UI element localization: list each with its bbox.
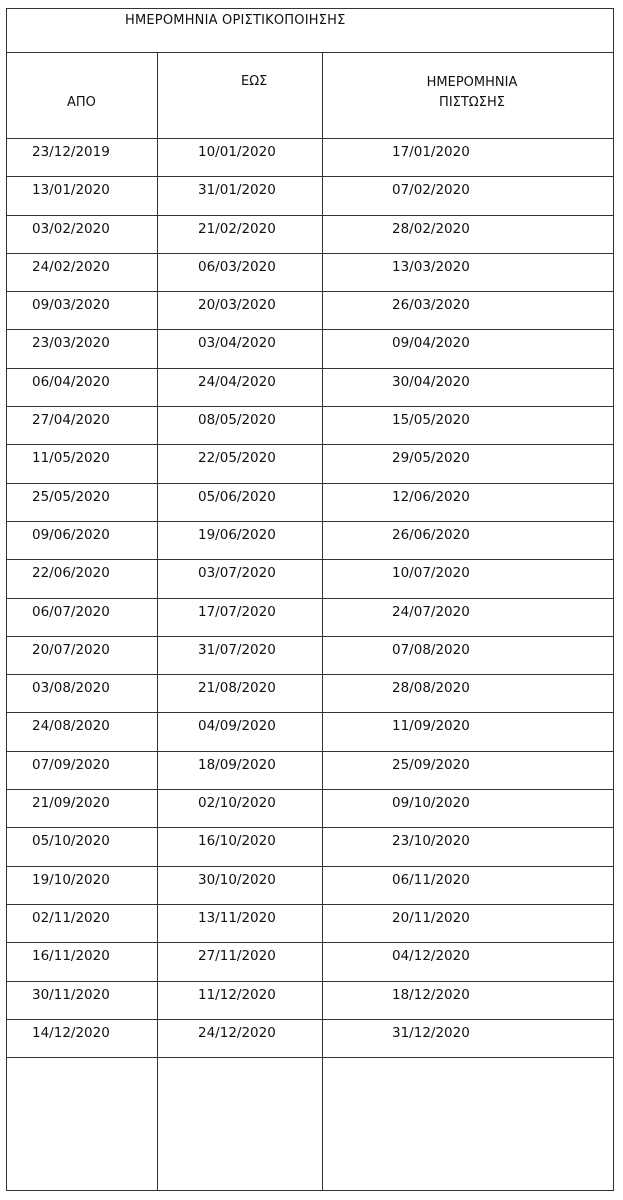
cell-to: 06/03/2020 [198,258,276,275]
cell-from: 24/02/2020 [32,258,110,275]
cell-to: 18/09/2020 [198,756,276,773]
table-row [7,330,613,368]
column-header-row [7,53,613,139]
column-header-from: ΑΠΟ [67,95,96,110]
column-divider-2 [322,53,323,1190]
table-row [7,867,613,905]
table-row [7,637,613,675]
cell-from: 06/04/2020 [32,373,110,390]
cell-from: 27/04/2020 [32,412,110,429]
cell-from: 22/06/2020 [32,565,110,582]
cell-to: 21/02/2020 [198,220,276,237]
table-row [7,905,613,943]
cell-to: 31/01/2020 [198,182,276,199]
cell-credit-date: 12/06/2020 [392,488,470,505]
cell-from: 25/05/2020 [32,488,110,505]
cell-credit-date: 13/03/2020 [392,258,470,275]
cell-to: 27/11/2020 [198,948,276,965]
cell-from: 03/08/2020 [32,680,110,697]
table-row [7,216,613,254]
cell-to: 30/10/2020 [198,871,276,888]
cell-from: 23/12/2019 [32,144,110,160]
column-header-credit-line1: ΗΜΕΡΟΜΗΝΙΑ [426,75,518,90]
cell-to: 10/01/2020 [198,144,276,160]
table-row [7,369,613,407]
column-header-credit-line2: ΠΙΣΤΩΣΗΣ [439,95,505,110]
cell-from: 05/10/2020 [32,833,110,850]
column-divider-1 [157,53,158,1190]
cell-credit-date: 06/11/2020 [392,871,470,888]
table-row [7,254,613,292]
table-row [7,139,613,177]
cell-to: 03/07/2020 [198,565,276,582]
cell-from: 16/11/2020 [32,948,110,965]
cell-to: 03/04/2020 [198,335,276,352]
cell-credit-date: 18/12/2020 [392,986,470,1003]
cell-from: 11/05/2020 [32,450,110,467]
cell-to: 31/07/2020 [198,641,276,658]
cell-credit-date: 24/07/2020 [392,603,470,620]
cell-to: 05/06/2020 [198,488,276,505]
table-row [7,560,613,598]
cell-to: 19/06/2020 [198,526,276,543]
cell-from: 24/08/2020 [32,718,110,735]
cell-to: 20/03/2020 [198,297,276,314]
cell-from: 14/12/2020 [32,1024,110,1041]
cell-credit-date: 30/04/2020 [392,373,470,390]
cell-credit-date: 25/09/2020 [392,756,470,773]
cell-to: 22/05/2020 [198,450,276,467]
table-row [7,713,613,751]
schedule-table [6,8,614,1191]
cell-to: 16/10/2020 [198,833,276,850]
table-row [7,599,613,637]
table-title-row [7,9,613,53]
cell-to: 11/12/2020 [198,986,276,1003]
cell-from: 21/09/2020 [32,795,110,812]
cell-credit-date: 07/08/2020 [392,641,470,658]
table-row [7,407,613,445]
cell-to: 02/10/2020 [198,795,276,812]
cell-from: 03/02/2020 [32,220,110,237]
cell-credit-date: 09/04/2020 [392,335,470,352]
cell-credit-date: 20/11/2020 [392,909,470,926]
table-row [7,484,613,522]
cell-to: 04/09/2020 [198,718,276,735]
cell-credit-date: 09/10/2020 [392,795,470,812]
table-row [7,828,613,866]
table-row [7,752,613,790]
table-row [7,445,613,483]
cell-credit-date: 15/05/2020 [392,412,470,429]
cell-credit-date: 23/10/2020 [392,833,470,850]
cell-credit-date: 17/01/2020 [392,144,470,160]
table-row [7,177,613,215]
cell-from: 07/09/2020 [32,756,110,773]
cell-from: 02/11/2020 [32,909,110,926]
cell-credit-date: 28/08/2020 [392,680,470,697]
cell-from: 09/06/2020 [32,526,110,543]
cell-from: 20/07/2020 [32,641,110,658]
table-row [7,522,613,560]
column-header-credit-date [409,73,535,113]
cell-credit-date: 10/07/2020 [392,565,470,582]
table-row [7,1020,613,1058]
cell-from: 06/07/2020 [32,603,110,620]
table-body [7,139,613,1058]
cell-credit-date: 28/02/2020 [392,220,470,237]
cell-credit-date: 31/12/2020 [392,1024,470,1041]
table-row [7,790,613,828]
cell-to: 21/08/2020 [198,680,276,697]
cell-credit-date: 26/03/2020 [392,297,470,314]
table-title: ΗΜΕΡΟΜΗΝΙΑ ΟΡΙΣΤΙΚΟΠΟΙΗΣΗΣ [125,13,346,28]
cell-from: 19/10/2020 [32,871,110,888]
cell-from: 23/03/2020 [32,335,110,352]
cell-credit-date: 29/05/2020 [392,450,470,467]
cell-to: 08/05/2020 [198,412,276,429]
table-row [7,943,613,981]
cell-credit-date: 26/06/2020 [392,526,470,543]
column-header-to: ΕΩΣ [241,74,268,89]
cell-credit-date: 04/12/2020 [392,948,470,965]
cell-from: 30/11/2020 [32,986,110,1003]
table-row [7,982,613,1020]
cell-from: 13/01/2020 [32,182,110,199]
cell-credit-date: 11/09/2020 [392,718,470,735]
cell-from: 09/03/2020 [32,297,110,314]
cell-to: 17/07/2020 [198,603,276,620]
cell-to: 24/04/2020 [198,373,276,390]
table-row [7,292,613,330]
cell-to: 13/11/2020 [198,909,276,926]
cell-credit-date: 07/02/2020 [392,182,470,199]
table-row [7,675,613,713]
cell-to: 24/12/2020 [198,1024,276,1041]
